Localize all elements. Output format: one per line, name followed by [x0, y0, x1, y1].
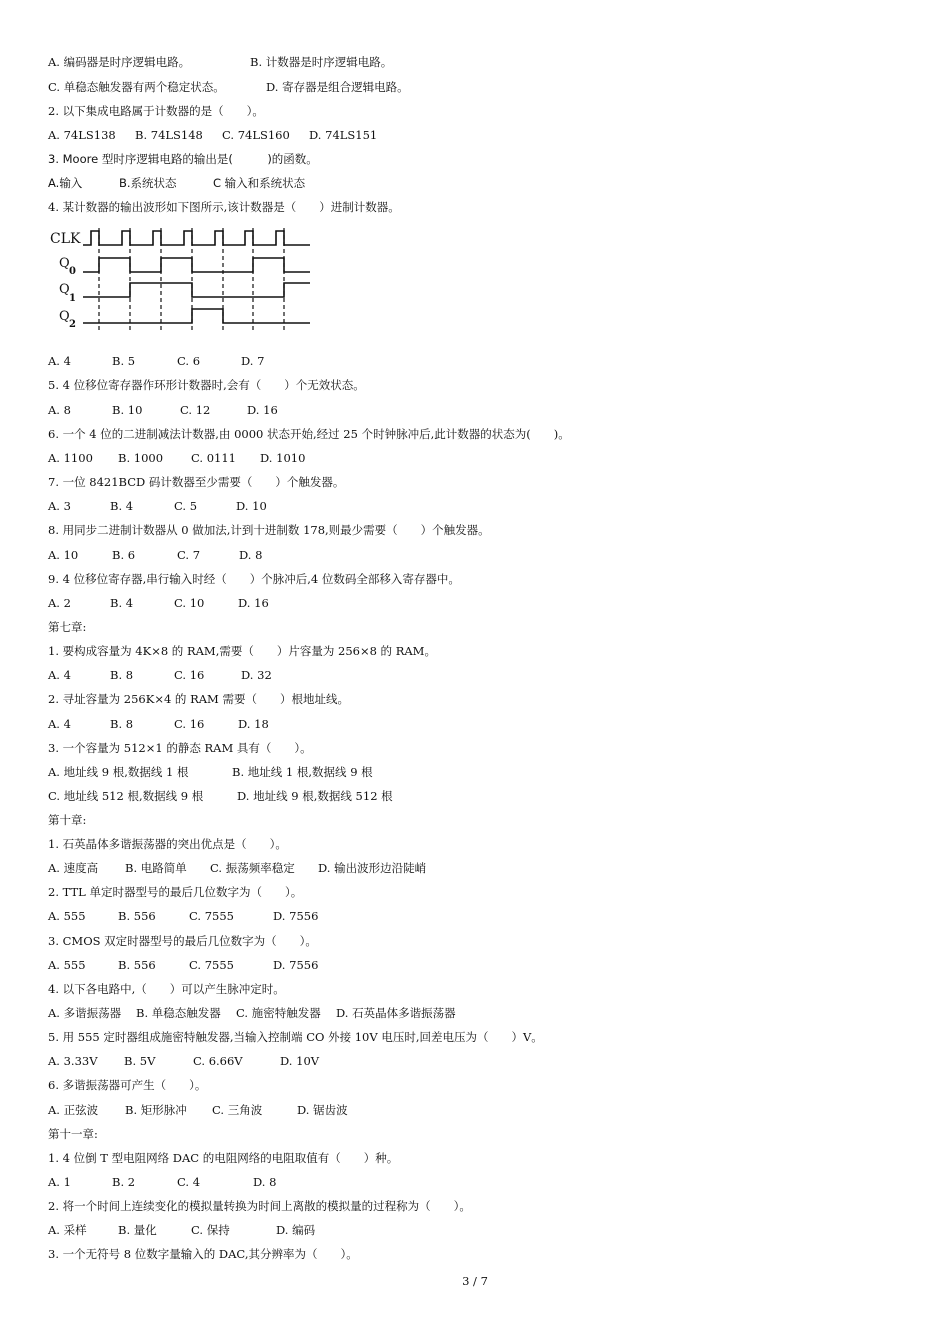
line-text: A. 74LS138 [48, 128, 116, 142]
option-text: C 输入和系统状态 [213, 176, 306, 190]
line-text: A. 1 [48, 1175, 71, 1189]
line-text: A. 3.33V [48, 1054, 98, 1068]
clk-label: CLK [50, 231, 81, 247]
option-text: C. 10 [174, 596, 205, 610]
option-text: C. 7 [177, 548, 201, 562]
option-text: B. 556 [118, 958, 156, 972]
option-text: D. 16 [238, 596, 269, 610]
option-text: D. 10 [236, 499, 267, 513]
line-text: A. 3 [48, 499, 71, 513]
line-text: 3. Moore 型时序逻辑电路的输出是( )的函数。 [48, 152, 318, 166]
line-text: A. 555 [48, 958, 86, 972]
option-text: D. 18 [238, 717, 269, 731]
line-text: A. 1100 [48, 451, 93, 465]
option-text: B. 5 [112, 354, 136, 368]
option-text: D. 16 [247, 403, 278, 417]
option-text: C. 12 [180, 403, 211, 417]
line-text: 2. 将一个时间上连续变化的模拟量转换为时间上离散的模拟量的过程称为（ ）。 [48, 1199, 471, 1213]
line-text: 1. 4 位倒 T 型电阻网络 DAC 的电阻网络的电阻取值有（ ）种。 [48, 1151, 399, 1165]
option-text: D. 地址线 9 根,数据线 512 根 [237, 789, 393, 803]
option-text: B. 地址线 1 根,数据线 9 根 [232, 765, 373, 779]
option-text: B. 4 [110, 596, 134, 610]
option-text: C. 4 [177, 1175, 201, 1189]
option-text: B. 4 [110, 499, 134, 513]
line-text: A. 速度高 [48, 861, 99, 875]
option-text: B. 5V [124, 1054, 156, 1068]
q0-subscript: 0 [69, 266, 76, 277]
option-text: D. 7556 [273, 958, 319, 972]
option-text: D. 74LS151 [309, 128, 378, 142]
line-text: 1. 石英晶体多谐振荡器的突出优点是（ ）。 [48, 837, 287, 851]
option-text: D. 输出波形边沿陡峭 [318, 861, 427, 875]
line-text: 第七章: [48, 620, 87, 634]
line-text: A. 10 [48, 548, 79, 562]
q2-waveform [83, 309, 310, 323]
option-text: B. 单稳态触发器 [136, 1006, 221, 1020]
option-text: D. 7 [241, 354, 265, 368]
line-text: 7. 一位 8421BCD 码计数器至少需要（ ）个触发器。 [48, 475, 345, 489]
option-text: B. 量化 [118, 1223, 157, 1237]
option-text: B. 2 [112, 1175, 136, 1189]
option-text: C. 6 [177, 354, 201, 368]
line-text: A. 555 [48, 909, 86, 923]
option-text: C. 7555 [189, 958, 234, 972]
line-text: 6. 多谐振荡器可产生（ ）。 [48, 1078, 207, 1092]
q2-subscript: 2 [69, 319, 76, 330]
line-text: 1. 要构成容量为 4K×8 的 RAM,需要（ ）片容量为 256×8 的 RAM。 [48, 644, 436, 658]
counter-waveform-figure [46, 222, 316, 332]
option-text: C. 5 [174, 499, 198, 513]
line-text: 3. 一个无符号 8 位数字量输入的 DAC,其分辨率为（ ）。 [48, 1247, 358, 1261]
line-text: C. 单稳态触发器有两个稳定状态。 [48, 80, 225, 94]
line-text: A. 4 [48, 354, 71, 368]
option-text: D. 石英晶体多谐振荡器 [336, 1006, 456, 1020]
line-text: 3. CMOS 双定时器型号的最后几位数字为（ ）。 [48, 934, 317, 948]
line-text: A. 4 [48, 668, 71, 682]
line-text: 5. 用 555 定时器组成施密特触发器,当输入控制端 CO 外接 10V 电压时,回差电压为（ ）V。 [48, 1030, 543, 1044]
q1-waveform [83, 283, 310, 297]
q0-waveform [83, 258, 310, 272]
option-text: B. 计数器是时序逻辑电路。 [250, 55, 393, 69]
line-text: A. 8 [48, 403, 71, 417]
line-text: 6. 一个 4 位的二进制减法计数器,由 0000 状态开始,经过 25 个时钟脉冲后,此计数器的状态为( )。 [48, 427, 570, 441]
line-text: A. 多谐振荡器 [48, 1006, 122, 1020]
option-text: D. 7556 [273, 909, 319, 923]
option-text: B. 74LS148 [135, 128, 203, 142]
line-text: 2. TTL 单定时器型号的最后几位数字为（ ）。 [48, 885, 303, 899]
option-text: B. 电路简单 [125, 861, 187, 875]
line-text: A. 采样 [48, 1223, 87, 1237]
option-text: B. 10 [112, 403, 143, 417]
line-text: 第十章: [48, 813, 87, 827]
line-text: 4. 某计数器的输出波形如下图所示,该计数器是（ ）进制计数器。 [48, 200, 400, 214]
option-text: D. 寄存器是组合逻辑电路。 [266, 80, 409, 94]
line-text: 5. 4 位移位寄存器作环形计数器时,会有（ ）个无效状态。 [48, 378, 365, 392]
option-text: D. 编码 [276, 1223, 316, 1237]
line-text: A. 2 [48, 596, 71, 610]
q1-subscript: 1 [69, 293, 76, 304]
line-text: 2. 寻址容量为 256K×4 的 RAM 需要（ ）根地址线。 [48, 692, 349, 706]
option-text: D. 8 [239, 548, 263, 562]
line-text: 8. 用同步二进制计数器从 0 做加法,计到十进制数 178,则最少需要（ ）个触发器。 [48, 523, 490, 537]
option-text: D. 10V [280, 1054, 320, 1068]
option-text: C. 三角波 [212, 1103, 263, 1117]
option-text: D. 32 [241, 668, 272, 682]
option-text: C. 保持 [191, 1223, 230, 1237]
option-text: C. 0111 [191, 451, 236, 465]
option-text: D. 8 [253, 1175, 277, 1189]
line-text: 第十一章: [48, 1127, 98, 1141]
option-text: B. 1000 [118, 451, 164, 465]
line-text: A. 正弦波 [48, 1103, 99, 1117]
q1-label: Q [59, 282, 70, 297]
page-number: 3 / 7 [462, 1274, 488, 1288]
option-text: B.系统状态 [119, 176, 177, 190]
line-text: A. 地址线 9 根,数据线 1 根 [48, 765, 189, 779]
line-text: 4. 以下各电路中,（ ）可以产生脉冲定时。 [48, 982, 285, 996]
option-text: C. 16 [174, 717, 205, 731]
line-text: 9. 4 位移位寄存器,串行输入时经（ ）个脉冲后,4 位数码全部移入寄存器中。 [48, 572, 460, 586]
line-text: 3. 一个容量为 512×1 的静态 RAM 具有（ ）。 [48, 741, 312, 755]
option-text: C. 16 [174, 668, 205, 682]
line-text: A.输入 [48, 176, 83, 190]
option-text: B. 556 [118, 909, 156, 923]
q2-label: Q [59, 309, 70, 324]
option-text: C. 施密特触发器 [236, 1006, 321, 1020]
option-text: D. 1010 [260, 451, 306, 465]
option-text: C. 振荡频率稳定 [210, 861, 295, 875]
option-text: B. 8 [110, 668, 134, 682]
option-text: B. 8 [110, 717, 134, 731]
line-text: 2. 以下集成电路属于计数器的是（ ）。 [48, 104, 264, 118]
option-text: D. 锯齿波 [297, 1103, 348, 1117]
q0-label: Q [59, 256, 70, 271]
option-text: C. 7555 [189, 909, 234, 923]
option-text: B. 矩形脉冲 [125, 1103, 187, 1117]
line-text: C. 地址线 512 根,数据线 9 根 [48, 789, 204, 803]
option-text: C. 6.66V [193, 1054, 243, 1068]
line-text: A. 编码器是时序逻辑电路。 [48, 55, 191, 69]
clk-waveform [83, 231, 310, 245]
line-text: A. 4 [48, 717, 71, 731]
option-text: C. 74LS160 [222, 128, 290, 142]
option-text: B. 6 [112, 548, 136, 562]
